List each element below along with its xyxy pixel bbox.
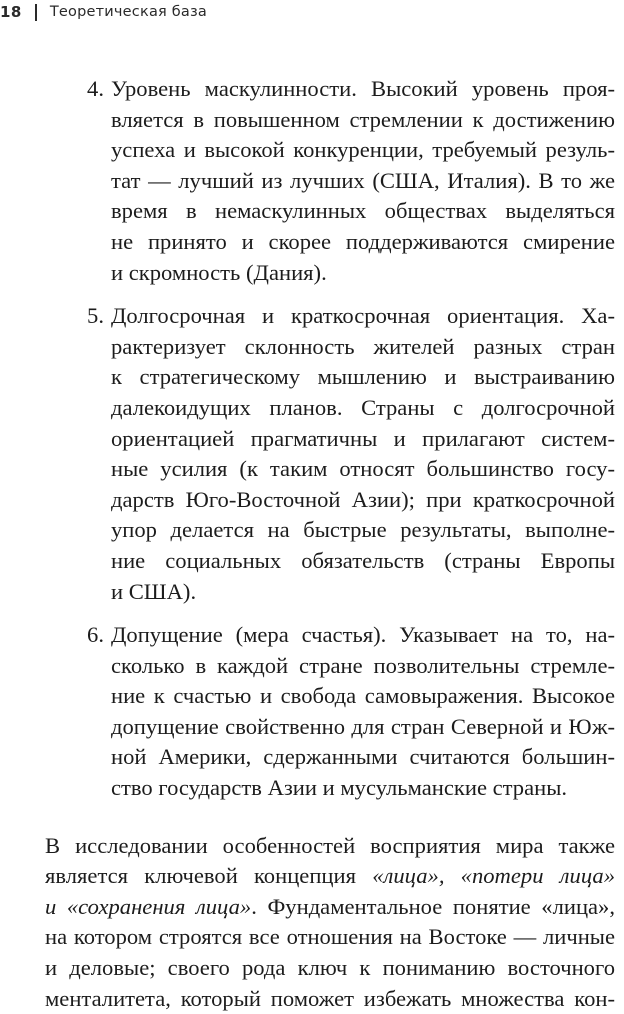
list-item-line: время в немаскулинных обществах выделяться: [111, 198, 615, 224]
paragraph-line: [45, 892, 615, 923]
list-item-text: [111, 301, 615, 607]
running-head: [0, 0, 207, 24]
list-item-line: упор делается на быстрые результаты, выполне-: [111, 517, 615, 543]
list-item: [45, 301, 615, 607]
list-item-line: не принято и скорее поддерживаются смирение: [111, 228, 615, 254]
list-item-line: успеха и высокой конкуренции, требуемый резуль-: [111, 137, 615, 163]
list-item-line: ние социальных обязательств (страны Европы: [111, 547, 615, 573]
term-loss-of-face: «потери лица»: [460, 863, 615, 889]
list-item-line: и скромность (Дания).: [111, 259, 327, 285]
list-item-line: рактеризует склонность жителей разных стран: [111, 333, 615, 359]
term-separator: ,: [438, 863, 461, 889]
paragraph-line: менталитета, который поможет избежать множества кон-: [45, 985, 615, 1011]
list-item-line: сколько в каждой стране позволительны стремле-: [111, 652, 615, 678]
page-number: 18: [0, 3, 22, 21]
list-item-line: Долгосрочная и краткосрочная ориентация. Ха-: [111, 303, 615, 329]
numbered-list: [45, 74, 615, 804]
term-face: «лица»: [372, 863, 439, 889]
page-body: [45, 74, 615, 1014]
header-divider: [35, 4, 37, 21]
body-paragraph: [45, 817, 615, 1014]
list-item-text: [111, 74, 615, 288]
list-item-line: ные усилия (к таким относят большинство госу-: [111, 456, 615, 482]
list-item-number: 6.: [87, 622, 104, 648]
list-item-line: ство государств Азии и мусульманские страны.: [111, 775, 568, 801]
paragraph-text: . Фундаментальное понятие «лица»,: [251, 893, 615, 919]
section-title: Теоретическая база: [49, 4, 207, 20]
list-item-line: Уровень маскулинности. Высокий уровень проя-: [111, 76, 615, 101]
list-item-line: допущение свойственно для стран Северной и Юж-: [111, 713, 615, 739]
list-item-line: вляется в повышенном стремлении к достижению: [111, 106, 615, 132]
list-item-number: 5.: [87, 303, 104, 329]
list-item-line: ориентацией прагматичны и прилагают систем-: [111, 425, 615, 451]
list-item-line: к стратегическому мышлению и выстраиванию: [111, 364, 615, 390]
list-item-line: и США).: [111, 578, 197, 604]
list-item: [45, 620, 615, 804]
paragraph-line: и деловые; своего рода ключ к пониманию восточного: [45, 955, 615, 981]
list-item-line: дарств Юго-Восточной Азии); при краткосрочной: [111, 486, 615, 512]
paragraph-line: на котором строятся все отношения на Востоке — личные: [45, 924, 615, 950]
paragraph-text: является ключевой концепция: [45, 863, 373, 889]
paragraph-line: [45, 861, 615, 892]
list-item-line: далекоидущих планов. Страны с долгосрочной: [111, 394, 615, 420]
list-item-text: [111, 620, 615, 804]
list-item-line: ной Америки, сдержанными считаются большин-: [111, 744, 615, 770]
list-item-line: тат — лучший из лучших (США, Италия). В то же: [111, 167, 615, 193]
list-item: [45, 74, 615, 288]
list-item-line: ние к счастью и свобода самовыражения. Высокое: [111, 683, 615, 709]
list-item-number: 4.: [87, 76, 104, 101]
term-saving-face: и «сохранения лица»: [45, 893, 252, 919]
paragraph-line: В исследовании особенностей восприятия мира также: [45, 832, 615, 858]
list-item-line: Допущение (мера счастья). Указывает на то, на-: [111, 622, 615, 648]
